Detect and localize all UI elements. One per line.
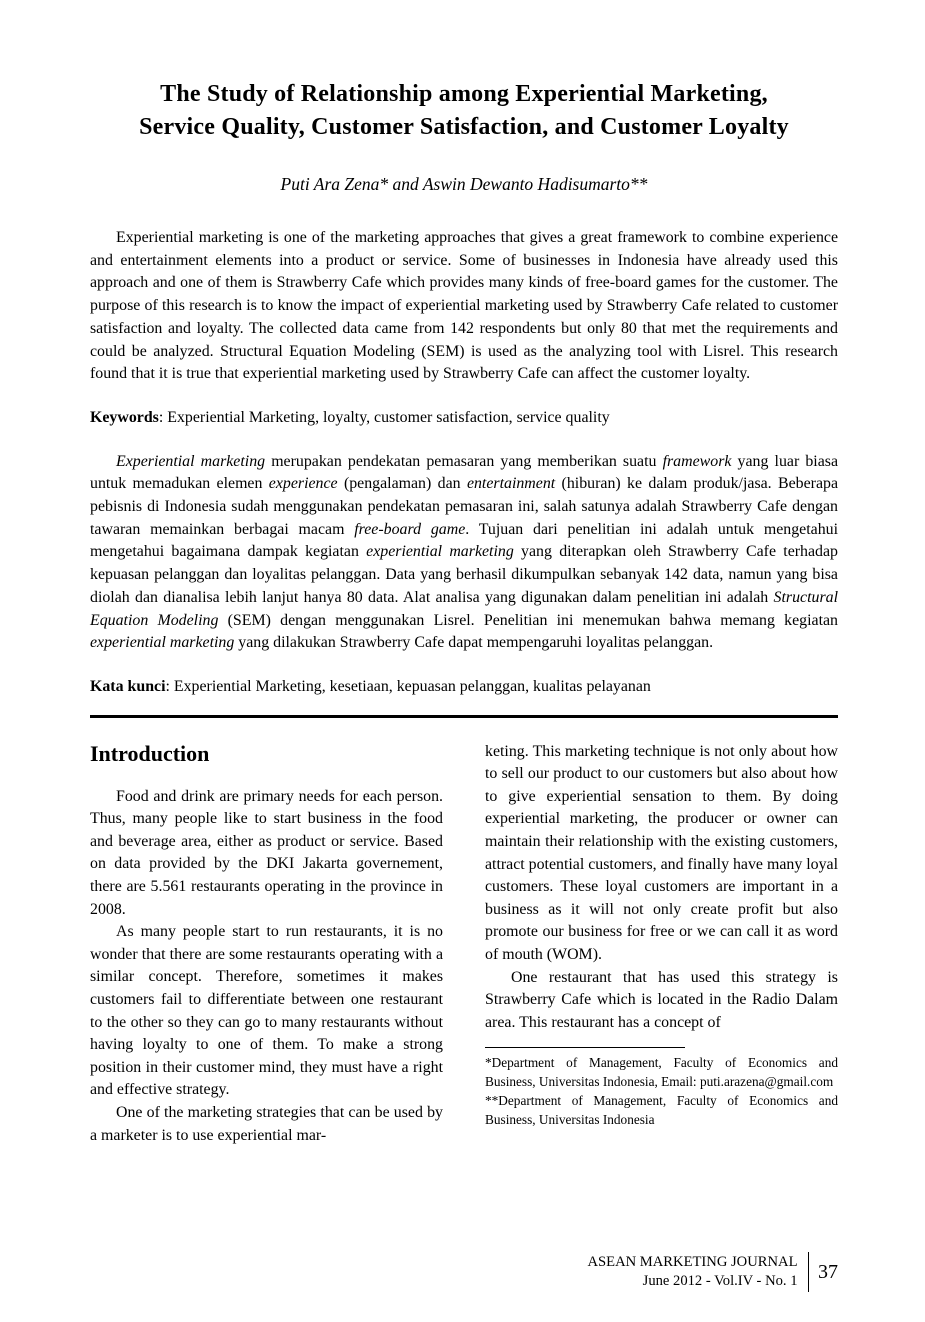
text-segment: yang dilakukan Strawberry Cafe dapat mempengaruhi loyalitas pelanggan. xyxy=(234,634,714,652)
paper-title xyxy=(90,78,838,144)
authors-line: Puti Ara Zena* and Aswin Dewanto Hadisumarto** xyxy=(280,174,648,194)
kata-kunci-line xyxy=(90,676,838,699)
introduction-heading: Introduction xyxy=(90,740,210,766)
abstract-section xyxy=(90,227,838,699)
text-segment: free-board game xyxy=(354,520,466,538)
abstract-indonesian xyxy=(90,451,838,655)
issue-date: June 2012 - Vol.IV - No. 1 xyxy=(642,1273,798,1289)
text-segment: entertainment xyxy=(466,475,556,493)
text-segment: Structural Equation Modeling xyxy=(90,588,838,629)
journal-info xyxy=(588,1253,798,1291)
abstract-english: Experiential marketing is one of the marketing approaches that gives a great framework to combine experience and entertainment elements into a product or service. Some of businesses in Indonesia have already used this approach and one of them is Strawberry Cafe which provides many kinds of free-board games for the customer. The purpose of this research is to know the impact of experiential marketing used by Strawberry Cafe related to customer satisfaction and loyalty. The collected data came from 142 respondents but only 80 that met the requirements and could be analyzed. Structural Equation Modeling (SEM) is used as the analyzing tool with Lisrel. This research found that it is true that experiential marketing used by Strawberry Cafe can affect the customer loyalty. xyxy=(90,229,838,383)
abstract-body-divider xyxy=(90,715,838,718)
text-segment: yang luar biasa untuk memadukan elemen xyxy=(90,452,839,493)
text-segment: experience xyxy=(268,475,338,493)
footnote-1: *Department of Management, Faculty of Economics and Business, Universitas Indonesia, Email: puti.arazena@gmail.com xyxy=(485,1055,838,1090)
text-segment: : Experiential Marketing, loyalty, customer satisfaction, service quality xyxy=(158,408,610,426)
right-column xyxy=(485,741,838,1148)
text-segment: yang diterapkan oleh Strawberry Cafe terhadap kepuasan pelanggan dan loyalitas pelanggan. Data yang berhasil dikumpulkan sebanyak 142 data, namun yang bisa diolah dan dianalisa lebih lanjut hanya 80 data. Alat analisa yang digunakan dalam penelitian ini adalah xyxy=(90,543,838,606)
two-column-body xyxy=(90,741,838,1148)
page-footer xyxy=(588,1252,839,1292)
text-segment: Kata kunci xyxy=(90,677,166,695)
footnote-2: **Department of Management, Faculty of Economics and Business, Universitas Indonesia xyxy=(485,1093,838,1128)
text-segment: experiential marketing xyxy=(90,634,235,652)
text-segment: Keywords xyxy=(90,408,159,426)
keywords-line xyxy=(90,407,838,430)
text-segment: merupakan pendekatan pemasaran yang memberikan suatu xyxy=(265,452,663,470)
intro-paragraph-4: keting. This marketing technique is not only about how to sell our product to our customers but also about how to give experiential sensation to them. By doing experiential marketing, the producer or owner can maintain their relationship with the existing customers, attract potential customers, and finally have many loyal customers. These loyal customers are important in a business as it will not only create profit but also promote our business for free or we can call it as word of mouth (WOM). xyxy=(485,742,839,963)
text-segment: : Experiential Marketing, kesetiaan, kepuasan pelanggan, kualitas pelayanan xyxy=(165,677,651,695)
text-segment: (hiburan) ke dalam produk/jasa. Beberapa pebisnis di Indonesia sudah menggunakan pendekatan pemasaran ini, salah satunya adalah Strawberry Cafe dengan tawaran memainkan berbagai macam xyxy=(90,475,838,538)
footnotes-block xyxy=(485,1047,838,1129)
text-segment: Experiential marketing xyxy=(116,452,266,470)
intro-paragraph-5: One restaurant that has used this strategy is Strawberry Cafe which is located in the Radio Dalam area. This restaurant has a concept of xyxy=(485,968,838,1031)
footnote-divider xyxy=(485,1047,685,1048)
intro-paragraph-1: Food and drink are primary needs for each person. Thus, many people like to start business in the food and beverage area, either as product or service. Based on data provided by the DKI Jakarta governement, there are 5.561 restaurants operating in the province in 2008. xyxy=(90,787,443,918)
paper-title-line2: Service Quality, Customer Satisfaction, and Customer Loyalty xyxy=(139,114,789,140)
intro-paragraph-2: As many people start to run restaurants, it is no wonder that there are some restaurants operating with a similar concept. Therefore, sometimes it makes customers fail to differentiate between one restaurant to the other so they can go to many restaurants without having loyalty to one of them. To make a strong position in their customer mind, they must have a right and effective strategy. xyxy=(90,923,443,1099)
text-segment: . Tujuan dari penelitian ini adalah untuk mengetahui mengetahui bagaimana dampak kegiatan xyxy=(90,520,838,561)
text-segment: experiential marketing xyxy=(366,543,514,561)
page-number: 37 xyxy=(818,1260,838,1283)
text-segment: (SEM) dengan menggunakan Lisrel. Penelitian ini menemukan bahwa memang kegiatan xyxy=(218,611,839,629)
text-segment: (pengalaman) dan xyxy=(337,475,467,493)
left-column xyxy=(90,741,443,1148)
text-segment: framework xyxy=(662,452,732,470)
journal-name: ASEAN MARKETING JOURNAL xyxy=(587,1254,798,1270)
paper-title-line1: The Study of Relationship among Experiential Marketing, xyxy=(160,81,768,107)
intro-paragraph-3: One of the marketing strategies that can be used by a marketer is to use experiential mar- xyxy=(90,1103,443,1144)
title-block xyxy=(90,78,838,195)
footer-divider xyxy=(808,1252,810,1292)
